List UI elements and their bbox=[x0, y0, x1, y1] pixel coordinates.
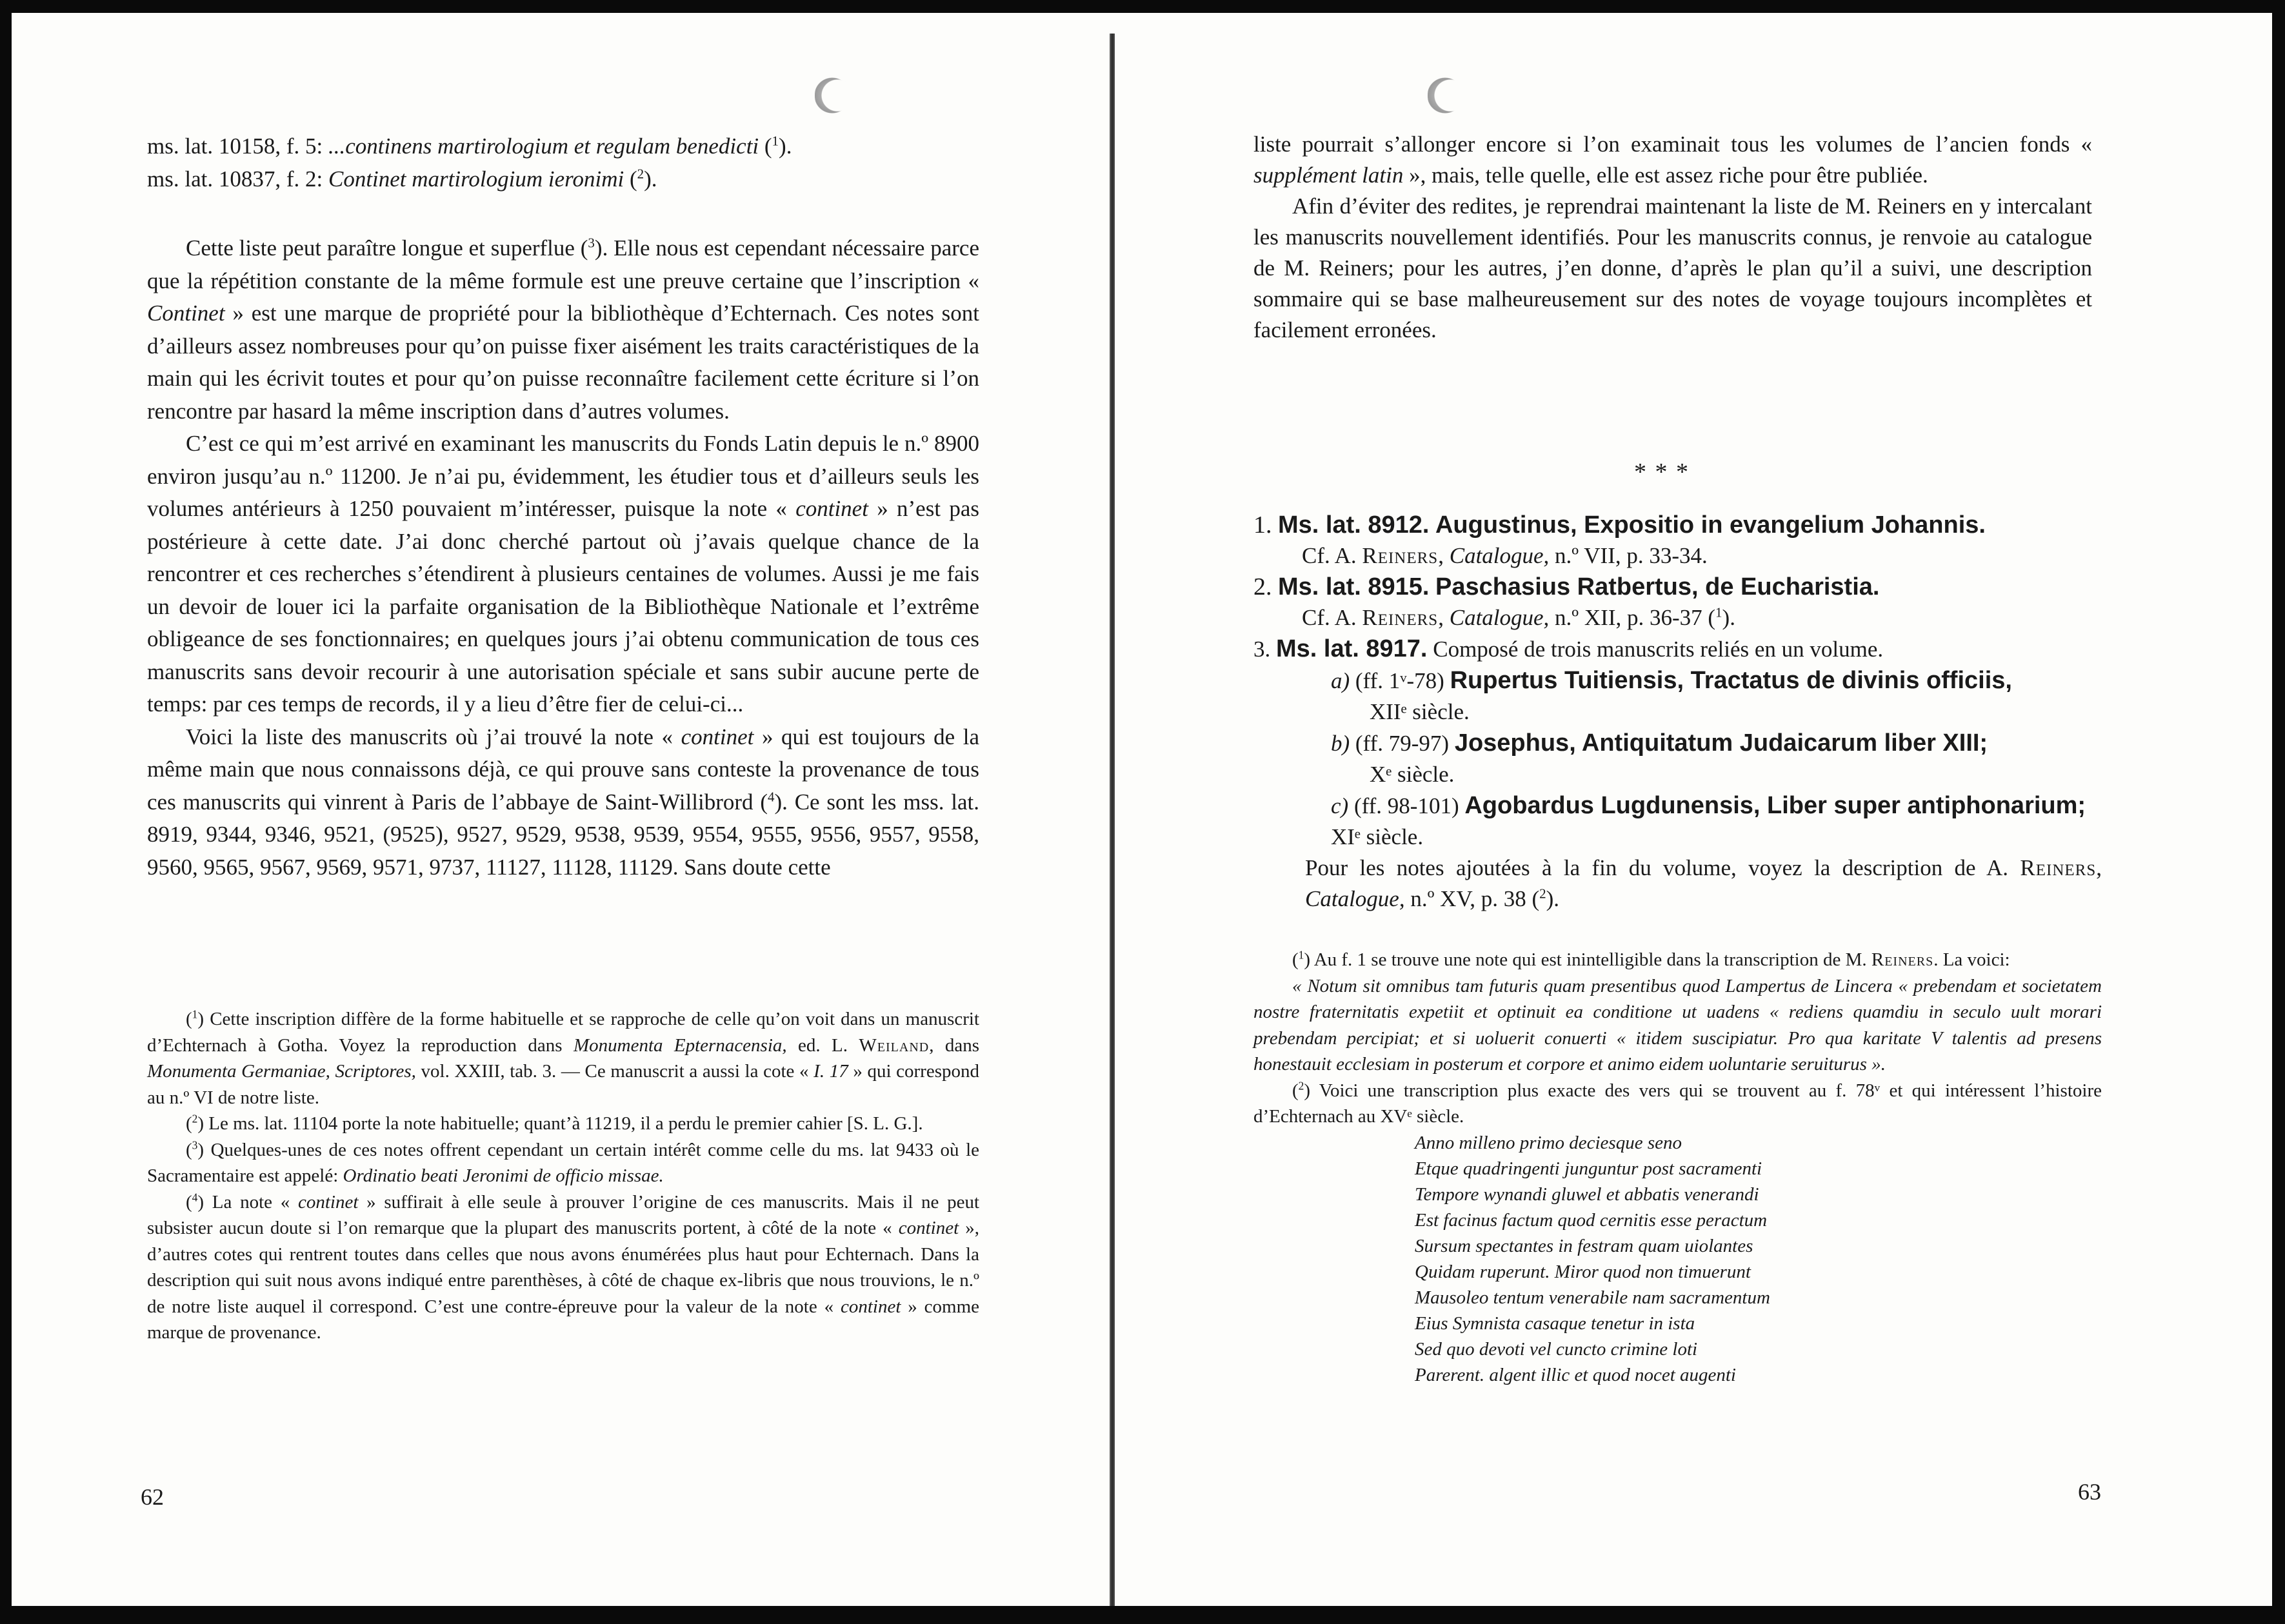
entry-1-cf: Cf. A. Reiners, Catalogue, n.º VII, p. 33-34. bbox=[1302, 543, 1708, 568]
footnote-1: ($^1$) Au f. 1 se trouve une note qui est inintelligible dans la transcription de M. Reiners. La voici: bbox=[1292, 948, 2010, 970]
verse-line: Eius Symnista casaque tenetur in ista bbox=[1415, 1312, 1695, 1334]
ms-ref: ms. lat. 10837, f. 2: bbox=[147, 166, 323, 192]
verse-line: Etque quadringenti junguntur post sacramenti bbox=[1415, 1158, 1762, 1179]
entry-3-part-a: a) (ff. 1ᵛ-78) Rupertus Tuitiensis, Tractatus de divinis officiis, XIIᵉ siècle. bbox=[1331, 667, 2012, 724]
ms-line: ms. lat. 10837, f. 2: Continet martirologium ieronimi ($^2$). bbox=[147, 165, 657, 192]
binding-hole-left bbox=[815, 72, 850, 119]
footnote-1: ($^1$) Cette inscription diffère de la forme habituelle et se rapproche de celle qu’on voit dans un manuscrit d’Echternach à Gotha. Voyez la reproduction dans Monumenta Epternacensia, ed. L. Weiland, dans Monumenta Germaniae, Scriptores, vol. XXIII, tab. 3. — Ce manuscrit a aussi la cote « I. 17 » qui correspond au n.º VI de notre liste. bbox=[147, 1007, 980, 1108]
verse-line: Parerent. algent illic et quod nocet augenti bbox=[1415, 1364, 1736, 1385]
paragraph-1: Cette liste peut paraître longue et superflue ($^3$). Elle nous est cependant nécessaire parce que la répétition constante de la même formule est une preuve certaine que l’inscription « Continet » est une marque de propriété pour la bibliothèque d’Echternach. Ces notes sont d’ailleurs assez nombreuses pour qu’on puisse fixer aisément les traits caractéristiques de la main qui les écrivit toutes et pour qu’on puisse reconnaître facilement cette écriture si l’on rencontre par hasard la même inscription dans d’autres volumes. bbox=[147, 235, 979, 424]
verse-line: Sursum spectantes in festram quam uiolantes bbox=[1415, 1235, 1753, 1256]
footnote-2: ($^2$) Voici une transcription plus exacte des vers qui se trouvent au f. 78ᵛ et qui intéressent l’histoire d’Echternach au XVᵉ siècle. bbox=[1253, 1078, 2102, 1127]
entry-3-note: Pour les notes ajoutées à la fin du volume, voyez la description de A. Reiners, Catalogue, n.º XV, p. 38 ($^2$). bbox=[1305, 855, 2102, 911]
ms-text: Continet martirologium ieronimi bbox=[328, 166, 624, 192]
entry-3-part-b: b) (ff. 79-97) Josephus, Antiquitatum Judaicarum liber XIII; Xᵉ siècle. bbox=[1331, 729, 1988, 787]
ms-text: ...continens martirologium et regulam benedicti bbox=[328, 134, 759, 159]
manuscript-list bbox=[1253, 510, 2102, 915]
verse-line: Quidam ruperunt. Miror quod non timuerunt bbox=[1415, 1261, 1751, 1282]
entry-2: 2. Ms. lat. 8915. Paschasius Ratbertus, de Eucharistia. bbox=[1253, 573, 1880, 600]
verse-block bbox=[1253, 1130, 2102, 1388]
section-separator: * * * bbox=[1634, 459, 1690, 486]
right-body bbox=[1253, 129, 2092, 346]
paragraph-2: Afin d’éviter des redites, je reprendrai maintenant la liste de M. Reiners en y intercalant les manuscrits nouvellement identifiés. Pour les manuscrits connus, je renvoie au catalogue de M. Reiners; pour les autres, j’en donne, d’après le plan qu’il a suivi, une description sommaire qui se base malheureusement sur des notes de voyage toujours incomplètes et facilement erronées. bbox=[1253, 193, 2092, 342]
page-number: 62 bbox=[141, 1484, 164, 1510]
entry-2-cf: Cf. A. Reiners, Catalogue, n.º XII, p. 36-37 ($^1$). bbox=[1302, 604, 1735, 630]
book-gutter bbox=[1110, 34, 1115, 1606]
binding-hole-right bbox=[1428, 72, 1462, 119]
paragraph-2: C’est ce qui m’est arrivé en examinant les manuscrits du Fonds Latin depuis le n.º 8900 environ jusqu’au n.º 11200. Je n’ai pu, évidemment, les étudier tous et d’ailleurs seuls les volumes antérieurs à 1250 pouvaient m’intéresser, puisque la note « continet » n’est pas postérieure à cette date. J’ai donc cherché partout où j’avais quelque chance de la rencontrer et ces recherches s’étendirent à plusieurs centaines de volumes. Aussi je me fais un devoir de louer ici la parfaite organisation de la Bibliothèque Nationale et l’extrême obligeance de ses fonctionnaires; en quelques jours j’ai obtenu communication de tous ces manuscrits sans devoir recourir à une autorisation spéciale et sans subir aucune perte de temps: par ces temps de records, il y a lieu d’être fier de celui-ci... bbox=[147, 431, 979, 717]
book-spread bbox=[12, 13, 2272, 1606]
footnote-ref: 1 bbox=[772, 133, 779, 149]
verse-line: Anno milleno primo deciesque seno bbox=[1415, 1132, 1682, 1153]
left-footnotes bbox=[147, 1006, 979, 1346]
verse-line: Tempore wynandi gluwel et abbatis venerandi bbox=[1415, 1183, 1759, 1205]
ms-ref: ms. lat. 10158, f. 5: bbox=[147, 134, 323, 159]
left-top-lines bbox=[147, 130, 979, 195]
footnote-3: ($^3$) Quelques-unes de ces notes offrent cependant un certain intérêt comme celle du ms. lat 9433 où le Sacramentaire est appelé: Ordinatio beati Jeronimi de officio missae. bbox=[147, 1138, 979, 1186]
footnote-4: ($^4$) La note « continet » suffirait à elle seule à prouver l’origine de ces manuscrits. Mais il ne peut subsister aucun doute si l’on remarque que la plupart des manuscrits portent, à côté de la note « continet », d’autres cotes qui rentrent toutes dans celles que nous avons énumérées plus haut pour Echternach. Dans la description qui suit nous avons indiqué entre parenthèses, à côté de chaque ex-libris que nous trouvions, le n.º de notre liste auquel il correspond. C’est une contre-épreuve pour la valeur de la note « continet » comme marque de provenance. bbox=[147, 1190, 980, 1343]
footnote-2: ($^2$) Le ms. lat. 11104 porte la note habituelle; quant’à 11219, il a perdu le premier cahier [S. L. G.]. bbox=[186, 1112, 923, 1134]
entry-3: 3. Ms. lat. 8917. Composé de trois manuscrits reliés en un volume. bbox=[1253, 635, 1884, 662]
verse-line: Mausoleo tentum venerabile nam sacramentum bbox=[1415, 1287, 1770, 1308]
verse-line: Est facinus factum quod cernitis esse peractum bbox=[1415, 1209, 1768, 1231]
footnote-ref: 2 bbox=[637, 165, 644, 181]
verse-line: Sed quo devoti vel cuncto crimine loti bbox=[1415, 1338, 1698, 1360]
right-footnotes bbox=[1253, 947, 2102, 1388]
paragraph-1: liste pourrait s’allonger encore si l’on examinait tous les volumes de l’ancien fonds « supplément latin », mais, telle quelle, elle est assez riche pour être publiée. bbox=[1253, 132, 2092, 188]
footnote-1-quote: « Notum sit omnibus tam futuris quam presentibus quod Lampertus de Lincera « prebendam et societatem nostre fraternitatis expetiit et optinuit ea conditione ut uadens « rediens quamdiu in seculo uult morari prebendam percipiat; et si uoluerit conuerti « itidem suscipiatur. Pro qua karitate V talentis ad presens honestauit ecclesiam in posterum et corpore et animo eidem uoluntarie seruiturus ». bbox=[1253, 975, 2102, 1074]
ms-line: ms. lat. 10158, f. 5: ...continens martirologium et regulam benedicti ($^1$). bbox=[147, 133, 792, 159]
paragraph-3: Voici la liste des manuscrits où j’ai trouvé la note « continet » qui est toujours de la même main que nous connaissons déjà, ce qui prouve sans conteste la provenance de tous ces manuscrits qui vinrent à Paris de l’abbaye de Saint-Willibrord ($^4$). Ce sont les mss. lat. 8919, 9344, 9346, 9521, (9525), 9527, 9529, 9538, 9539, 9554, 9555, 9556, 9557, 9558, 9560, 9565, 9567, 9569, 9571, 9737, 11127, 11128, 11129. Sans doute cette bbox=[147, 724, 979, 880]
entry-1: 1. Ms. lat. 8912. Augustinus, Expositio in evangelium Johannis. bbox=[1253, 511, 1986, 539]
page-number: 63 bbox=[2078, 1479, 2101, 1505]
left-body bbox=[147, 232, 979, 884]
entry-3-part-c: c) (ff. 98-101) Agobardus Lugdunensis, Liber super antiphonarium; XIᵉ siècle. bbox=[1331, 792, 2086, 849]
